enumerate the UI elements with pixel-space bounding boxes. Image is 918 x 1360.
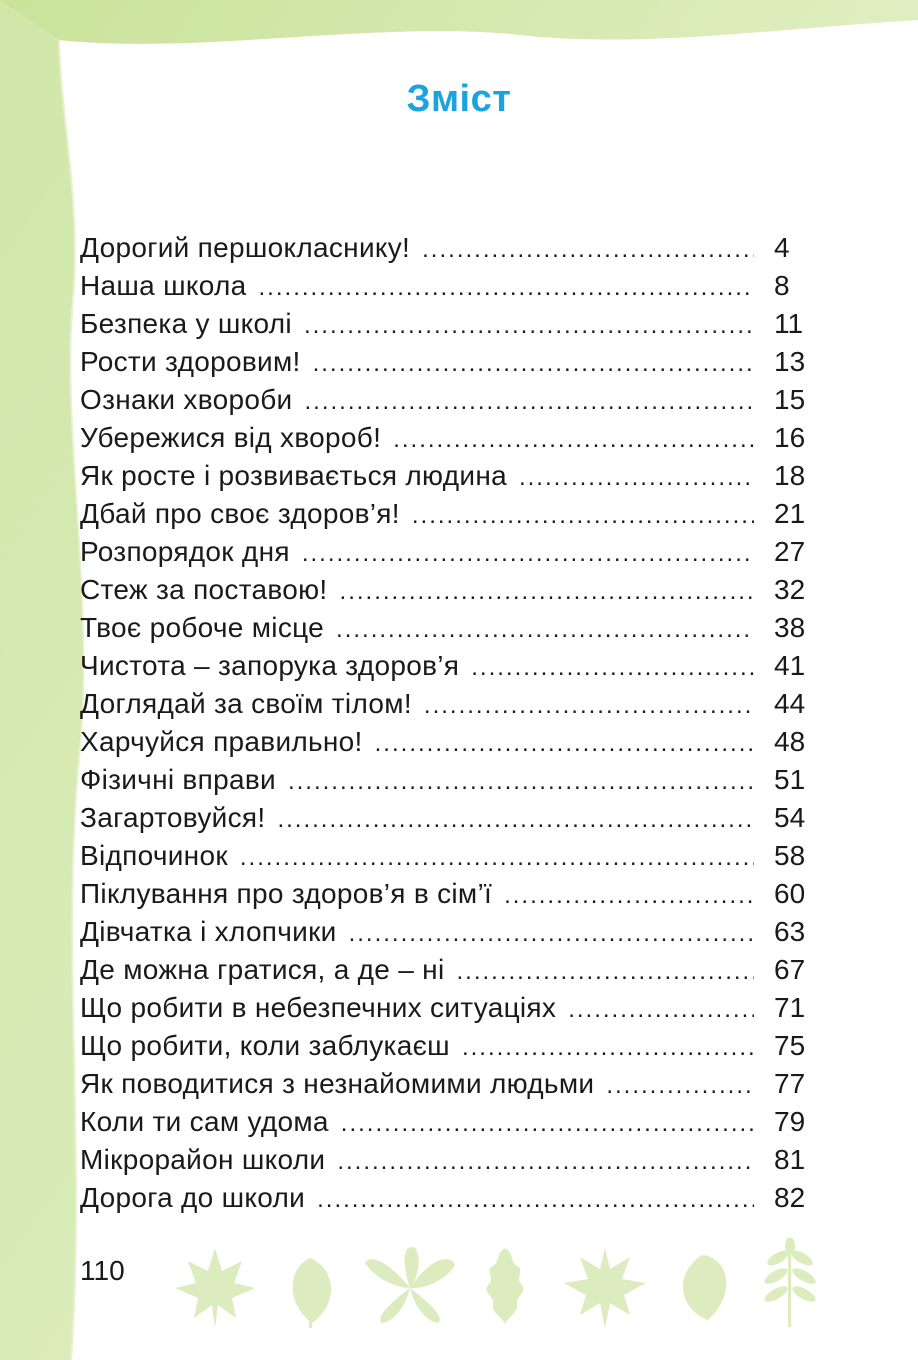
toc-entry: [80, 913, 820, 951]
toc-entry-page: 18: [774, 460, 806, 491]
toc-entry-title: Де можна гратися, а де – ні: [80, 954, 445, 985]
toc-entry-title: Дівчатка і хлопчики: [80, 916, 337, 947]
toc-entry-page: 8: [774, 270, 790, 301]
dot-leader: [336, 611, 754, 649]
chestnut-leaf-icon: [365, 1247, 455, 1323]
dot-leader: [606, 1067, 754, 1105]
dot-leader: [341, 1105, 754, 1143]
page-number: 110: [80, 1255, 125, 1286]
toc-entry: [80, 837, 820, 875]
toc-entry-title: Твоє робоче місце: [80, 612, 325, 643]
maple-leaf-icon: [564, 1248, 646, 1328]
toc-entry: [80, 1065, 820, 1103]
toc-entry: [80, 1103, 820, 1141]
dot-leader: [259, 269, 754, 307]
dot-leader: [277, 801, 754, 839]
toc-entry-page: 15: [774, 384, 806, 415]
toc-entry: [80, 685, 820, 723]
dot-leader: [337, 1143, 754, 1181]
dot-leader: [456, 953, 754, 991]
dot-leader: [519, 459, 754, 497]
toc-entry-page: 63: [774, 916, 806, 947]
maple-leaf-icon: [175, 1248, 255, 1328]
toc-entry: [80, 229, 820, 267]
toc-entry-title: Дорога до школи: [80, 1182, 306, 1213]
toc-entry-title: Коли ти сам удома: [80, 1106, 329, 1137]
dot-leader: [313, 345, 754, 383]
toc-entry-page: 44: [774, 688, 806, 719]
toc-entry-page: 81: [774, 1144, 806, 1175]
toc-entry-title: Загартовуйся!: [80, 802, 266, 833]
dot-leader: [349, 915, 754, 953]
toc-entry-title: Дбай про своє здоров’я!: [80, 498, 400, 529]
leaf-decoration: [160, 1238, 840, 1328]
toc-entry: [80, 799, 820, 837]
toc-entry-page: 82: [774, 1182, 806, 1213]
dot-leader: [304, 307, 754, 345]
toc-entry-title: Рости здоровим!: [80, 346, 301, 377]
toc-entry: [80, 571, 820, 609]
toc-entry-title: Ознаки хвороби: [80, 384, 293, 415]
dot-leader: [317, 1181, 754, 1219]
oak-leaf-icon: [487, 1248, 524, 1324]
toc-entry-title: Харчуйся правильно!: [80, 726, 363, 757]
dot-leader: [240, 839, 754, 877]
dot-leader: [340, 573, 754, 611]
toc-entry: [80, 875, 820, 913]
toc-entry: [80, 761, 820, 799]
toc-entry: [80, 1141, 820, 1179]
toc-entry: [80, 723, 820, 761]
toc-entry: [80, 989, 820, 1027]
toc-entry: [80, 343, 820, 381]
dot-leader: [471, 649, 754, 687]
dot-leader: [412, 497, 754, 535]
toc-entry-title: Розпорядок дня: [80, 536, 290, 567]
toc-entry-page: 79: [774, 1106, 806, 1137]
toc-entry: [80, 457, 820, 495]
toc-entry: [80, 609, 820, 647]
toc-entry-title: Що робити, коли заблукаєш: [80, 1030, 450, 1061]
dot-leader: [288, 763, 754, 801]
toc-entry-title: Убережися від хвороб!: [80, 422, 382, 453]
toc-entry-page: 60: [774, 878, 806, 909]
toc-entry-page: 11: [774, 308, 804, 339]
toc-entry-page: 77: [774, 1068, 806, 1099]
toc-entry-title: Відпочинок: [80, 840, 228, 871]
toc-entry: [80, 1179, 820, 1217]
birch-leaf-icon: [293, 1258, 331, 1328]
toc-entry: [80, 419, 820, 457]
page-title: Зміст: [406, 78, 512, 120]
dot-leader: [462, 1029, 754, 1067]
toc-entry: [80, 381, 820, 419]
toc-entry-title: Як росте і розвивається людина: [80, 460, 507, 491]
toc-entry-page: 4: [774, 232, 790, 263]
table-of-contents: [80, 229, 820, 1217]
toc-entry-page: 27: [774, 536, 806, 567]
toc-entry-page: 71: [774, 992, 806, 1023]
dot-leader: [422, 231, 754, 269]
toc-entry-page: 75: [774, 1030, 806, 1061]
linden-leaf-icon: [683, 1255, 726, 1320]
toc-entry-page: 38: [774, 612, 806, 643]
toc-entry-page: 54: [774, 802, 806, 833]
toc-entry-title: Безпека у школі: [80, 308, 292, 339]
dot-leader: [424, 687, 754, 725]
toc-entry-page: 32: [774, 574, 806, 605]
toc-entry-title: Мікрорайон школи: [80, 1144, 326, 1175]
toc-entry-page: 16: [774, 422, 806, 453]
toc-entry: [80, 1027, 820, 1065]
toc-entry-title: Стеж за поставою!: [80, 574, 328, 605]
toc-entry-page: 67: [774, 954, 806, 985]
toc-entry-page: 21: [774, 498, 806, 529]
dot-leader: [568, 991, 754, 1029]
dot-leader: [304, 383, 754, 421]
toc-entry-title: Дорогий першокласнику!: [80, 232, 411, 263]
toc-entry: [80, 647, 820, 685]
toc-entry-title: Що робити в небезпечних ситуаціях: [80, 992, 557, 1023]
toc-entry-page: 48: [774, 726, 806, 757]
toc-entry-title: Чистота – запорука здоров’я: [80, 650, 460, 681]
dot-leader: [504, 877, 754, 915]
toc-entry-title: Доглядай за своїм тілом!: [80, 688, 412, 719]
dot-leader: [393, 421, 754, 459]
toc-entry-title: Наша школа: [80, 270, 247, 301]
toc-entry-page: 58: [774, 840, 806, 871]
dot-leader: [302, 535, 754, 573]
toc-entry: [80, 533, 820, 571]
toc-entry: [80, 951, 820, 989]
toc-entry-title: Фізичні вправи: [80, 764, 276, 795]
toc-entry: [80, 495, 820, 533]
toc-entry-title: Піклування про здоров’я в сім’ї: [80, 878, 493, 909]
toc-entry: [80, 305, 820, 343]
toc-entry: [80, 267, 820, 305]
dot-leader: [375, 725, 754, 763]
toc-entry-title: Як поводитися з незнайомими людьми: [80, 1068, 595, 1099]
toc-entry-page: 13: [774, 346, 806, 377]
toc-entry-page: 51: [774, 764, 806, 795]
toc-entry-page: 41: [774, 650, 806, 681]
rowan-leaf-icon: [762, 1238, 818, 1327]
